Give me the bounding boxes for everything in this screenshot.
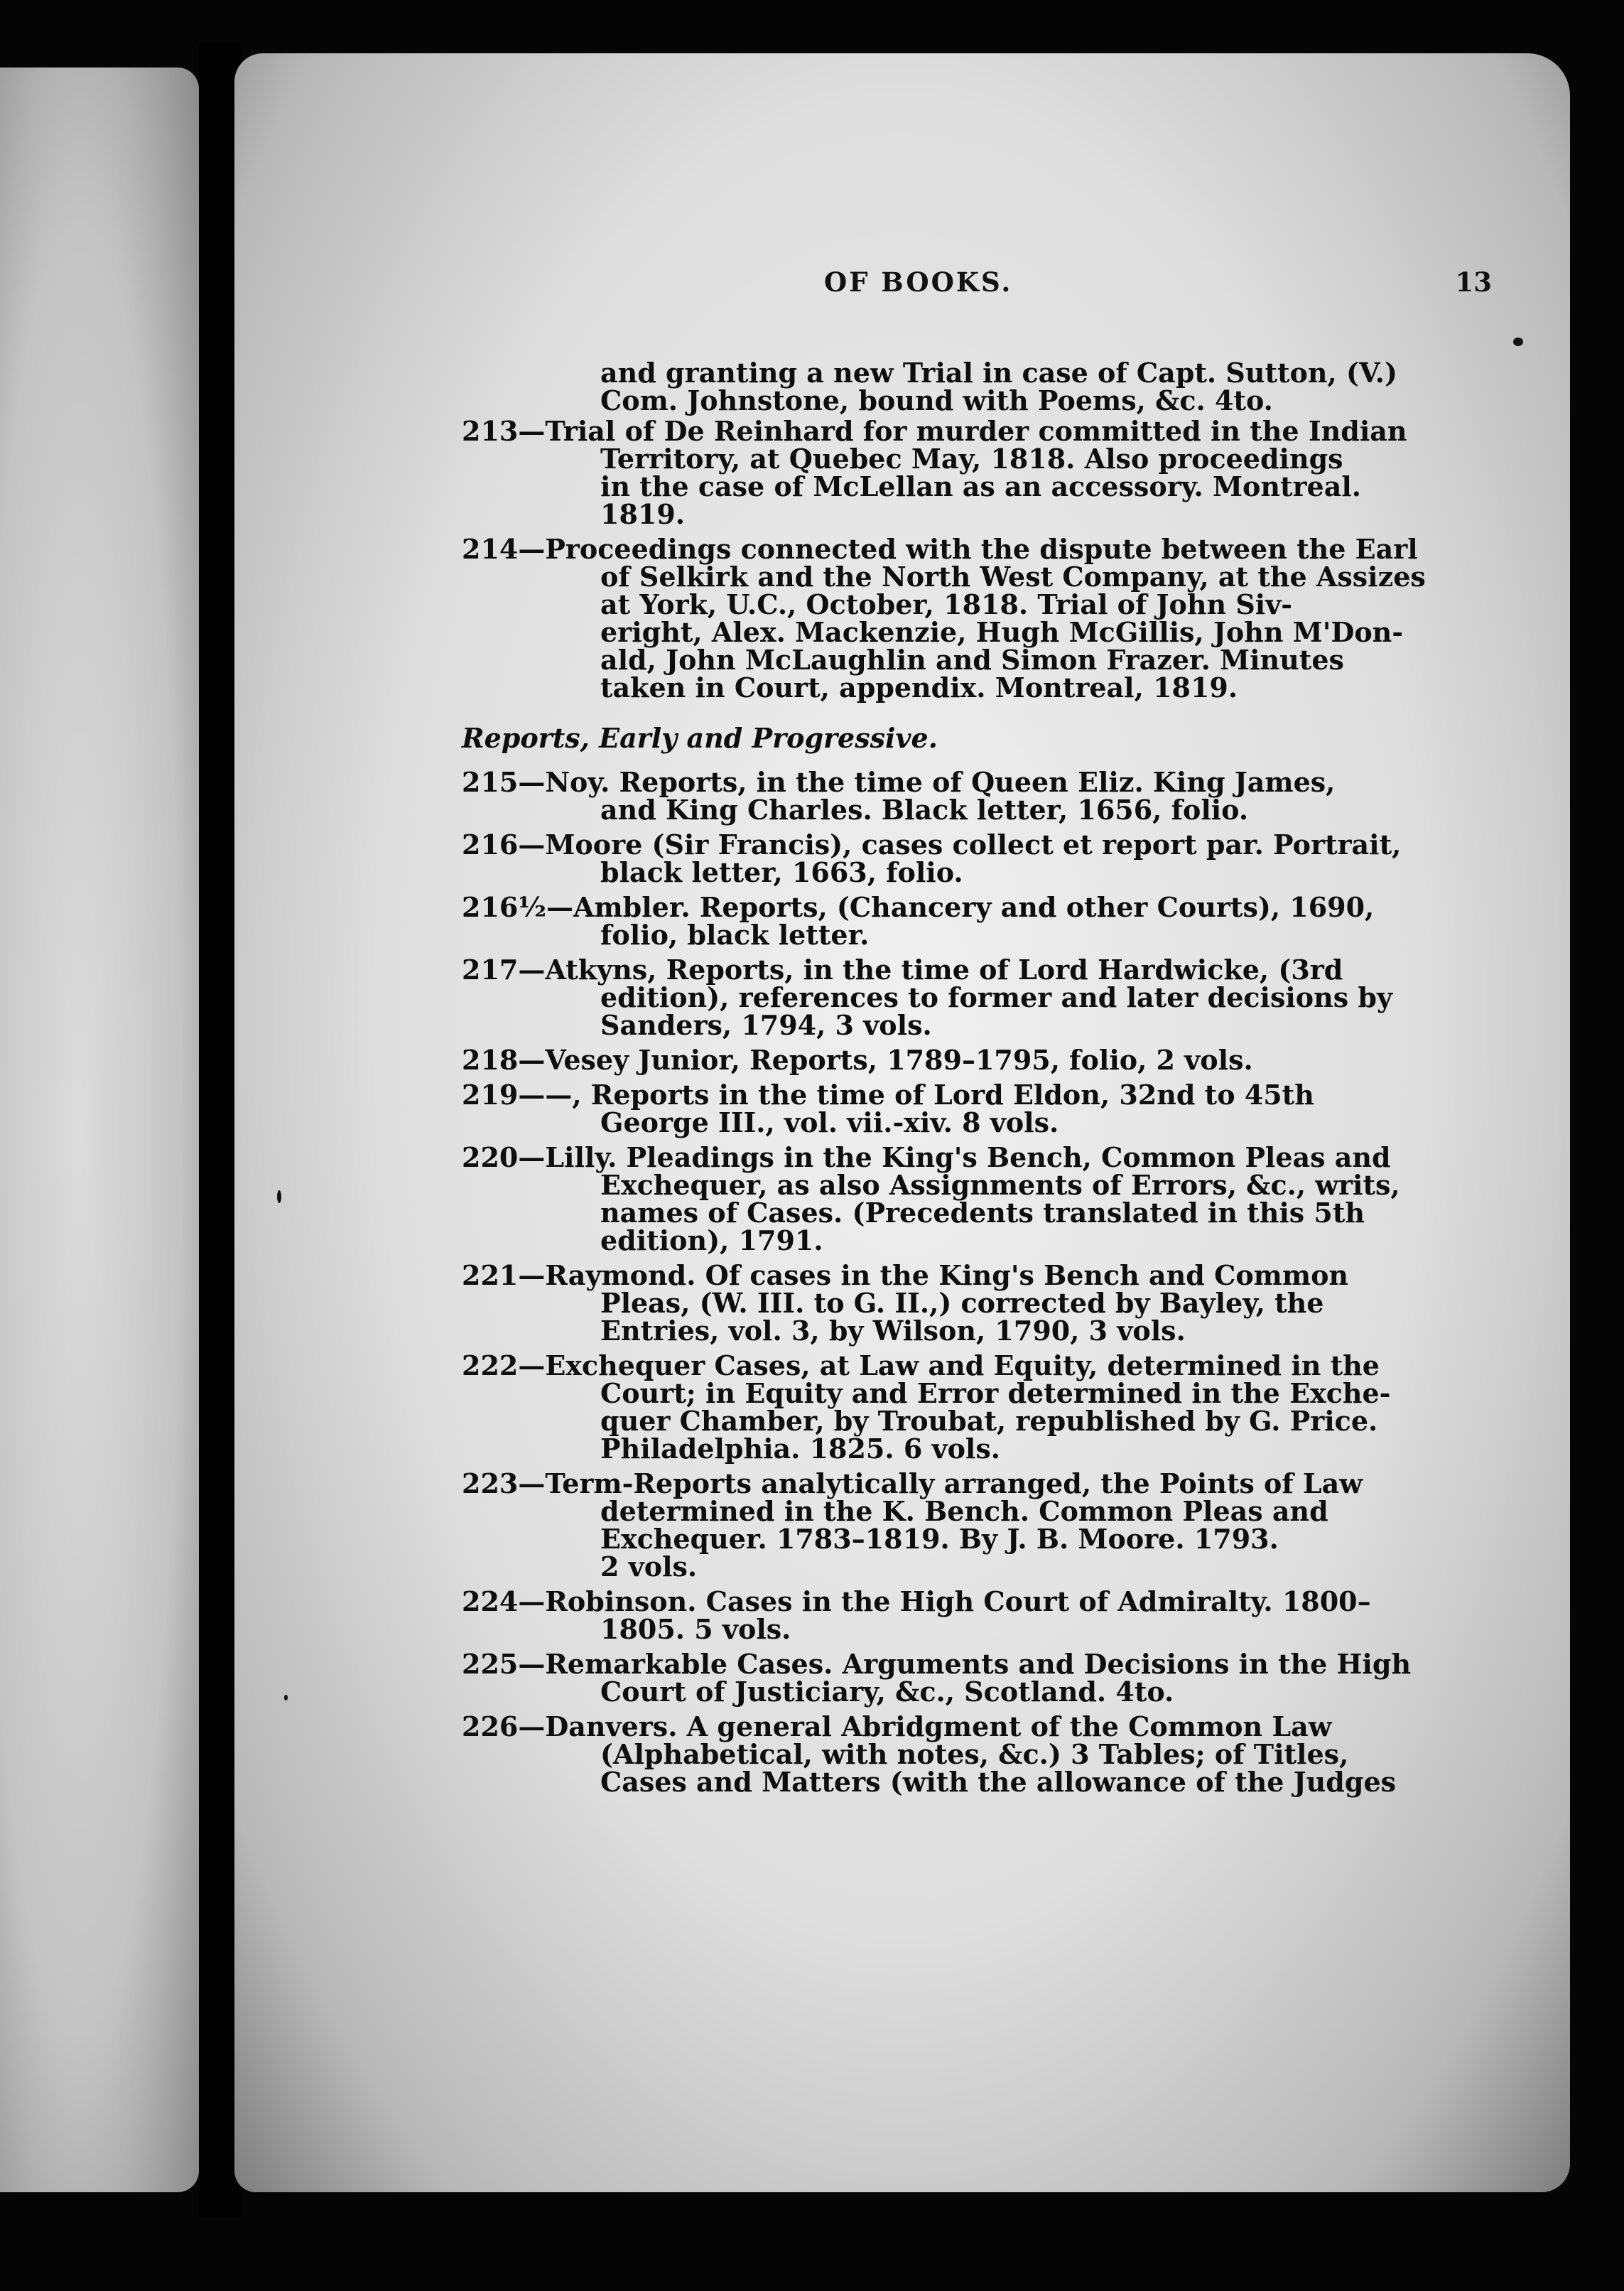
text-line: Com. Johnstone, bound with Poems, &c. 4to. (600, 384, 1273, 416)
text-line: and King Charles. Black letter, 1656, folio. (600, 794, 1249, 826)
text-line: quer Chamber, by Troubat, republished by G. Price. (600, 1405, 1378, 1437)
catalogue-entry (462, 893, 1570, 949)
text-line: determined in the K. Bench. Common Pleas and (600, 1495, 1328, 1527)
text-line: edition), 1791. (600, 1224, 823, 1256)
text-line: 216½—Ambler. Reports, (Chancery and other Courts), 1690, (462, 891, 1375, 923)
text-line: 225—Remarkable Cases. Arguments and Decisions in the High (462, 1648, 1412, 1680)
page-number: 13 (1455, 266, 1492, 298)
text-line: Entries, vol. 3, by Wilson, 1790, 3 vols. (600, 1315, 1186, 1347)
text-line: 223—Term-Reports analytically arranged, the Points of Law (462, 1467, 1363, 1499)
catalogue-entry (462, 1467, 1570, 1583)
catalogue-entry (462, 1046, 1570, 1074)
text-line: Sanders, 1794, 3 vols. (600, 1009, 932, 1041)
text-line: black letter, 1663, folio. (600, 856, 963, 888)
text-line: Pleas, (W. III. to G. II.,) corrected by Bayley, the (600, 1287, 1324, 1319)
book-page (234, 53, 1570, 2192)
facing-page-edge (0, 68, 199, 2192)
text-line: 2 vols. (600, 1551, 698, 1583)
ink-speck (284, 1695, 288, 1700)
text-line: 224—Robinson. Cases in the High Court of Admiralty. 1800– (462, 1585, 1371, 1617)
text-line: Cases and Matters (with the allowance of the Judges (600, 1766, 1397, 1798)
text-line: 216—Moore (Sir Francis), cases collect et report par. Portrait, (462, 829, 1402, 861)
running-title: OF BOOKS. (824, 266, 1013, 298)
text-line: Court; in Equity and Error determined in the Exche- (600, 1377, 1391, 1409)
text-line: Court of Justiciary, &c., Scotland. 4to. (600, 1676, 1174, 1708)
continuation-entry (462, 359, 1570, 414)
text-line: 218—Vesey Junior, Reports, 1789–1795, folio, 2 vols. (462, 1044, 1253, 1076)
text-line: eright, Alex. Mackenzie, Hugh McGillis, John M'Don- (600, 616, 1404, 648)
catalogue-entry (462, 956, 1570, 1039)
text-line: 220—Lilly. Pleadings in the King's Bench, Common Pleas and (462, 1141, 1391, 1173)
text-line: 226—Danvers. A general Abridgment of the Common Law (462, 1710, 1332, 1742)
catalogue-entry (462, 1349, 1570, 1465)
text-line: at York, U.C., October, 1818. Trial of John Siv- (600, 588, 1293, 620)
text-line: 1805. 5 vols. (600, 1613, 791, 1645)
text-line: in the case of McLellan as an accessory. Montreal. (600, 470, 1362, 502)
text-line: (Alphabetical, with notes, &c.) 3 Tables; of Titles, (600, 1738, 1349, 1770)
text-line: of Selkirk and the North West Company, at the Assizes (600, 561, 1426, 593)
text-line: taken in Court, appendix. Montreal, 1819. (600, 672, 1238, 704)
catalogue-text (462, 359, 1570, 1799)
catalogue-entry (462, 1143, 1570, 1254)
text-line: 219——, Reports in the time of Lord Eldon, 32nd to 45th (462, 1079, 1314, 1111)
catalogue-entry (462, 1259, 1570, 1347)
catalogue-entry-213 (462, 417, 1570, 528)
text-line: 215—Noy. Reports, in the time of Queen Eliz. King James, (462, 766, 1336, 798)
text-line: 217—Atkyns, Reports, in the time of Lord Hardwicke, (3rd (462, 954, 1343, 986)
ink-speck (277, 1190, 281, 1203)
text-line: 214—Proceedings connected with the dispute between the Earl (462, 533, 1418, 565)
catalogue-entry (462, 1587, 1570, 1643)
page-header (234, 266, 1570, 309)
text-line: George III., vol. vii.-xiv. 8 vols. (600, 1106, 1059, 1138)
ink-speck (1513, 338, 1523, 346)
catalogue-entry (462, 1081, 1570, 1136)
text-line: 222—Exchequer Cases, at Law and Equity, determined in the (462, 1349, 1380, 1381)
text-line: 1819. (600, 498, 685, 530)
text-line: Territory, at Quebec May, 1818. Also proceedings (600, 443, 1343, 475)
text-line: Exchequer, as also Assignments of Errors, &c., writs, (600, 1169, 1400, 1201)
catalogue-entry (462, 1648, 1570, 1708)
catalogue-entry (462, 831, 1570, 886)
catalogue-entry (462, 1710, 1570, 1798)
text-line: edition), references to former and later decisions by (600, 981, 1393, 1013)
catalogue-entry-214 (462, 533, 1570, 704)
text-line: 213—Trial of De Reinhard for murder committed in the Indian (462, 415, 1407, 447)
report-entries (462, 768, 1570, 1796)
text-line: names of Cases. (Precedents translated in this 5th (600, 1197, 1365, 1229)
text-line: folio, black letter. (600, 919, 870, 951)
text-line: Exchequer. 1783–1819. By J. B. Moore. 1793. (600, 1523, 1279, 1555)
text-line: and granting a new Trial in case of Capt. Sutton, (V.) (600, 357, 1398, 389)
text-line: Philadelphia. 1825. 6 vols. (600, 1433, 1000, 1465)
text-line: 221—Raymond. Of cases in the King's Bench and Common (462, 1259, 1349, 1291)
section-heading: Reports, Early and Progressive. (462, 722, 938, 754)
text-line: ald, John McLaughlin and Simon Frazer. Minutes (600, 644, 1344, 676)
catalogue-entry (462, 768, 1570, 824)
